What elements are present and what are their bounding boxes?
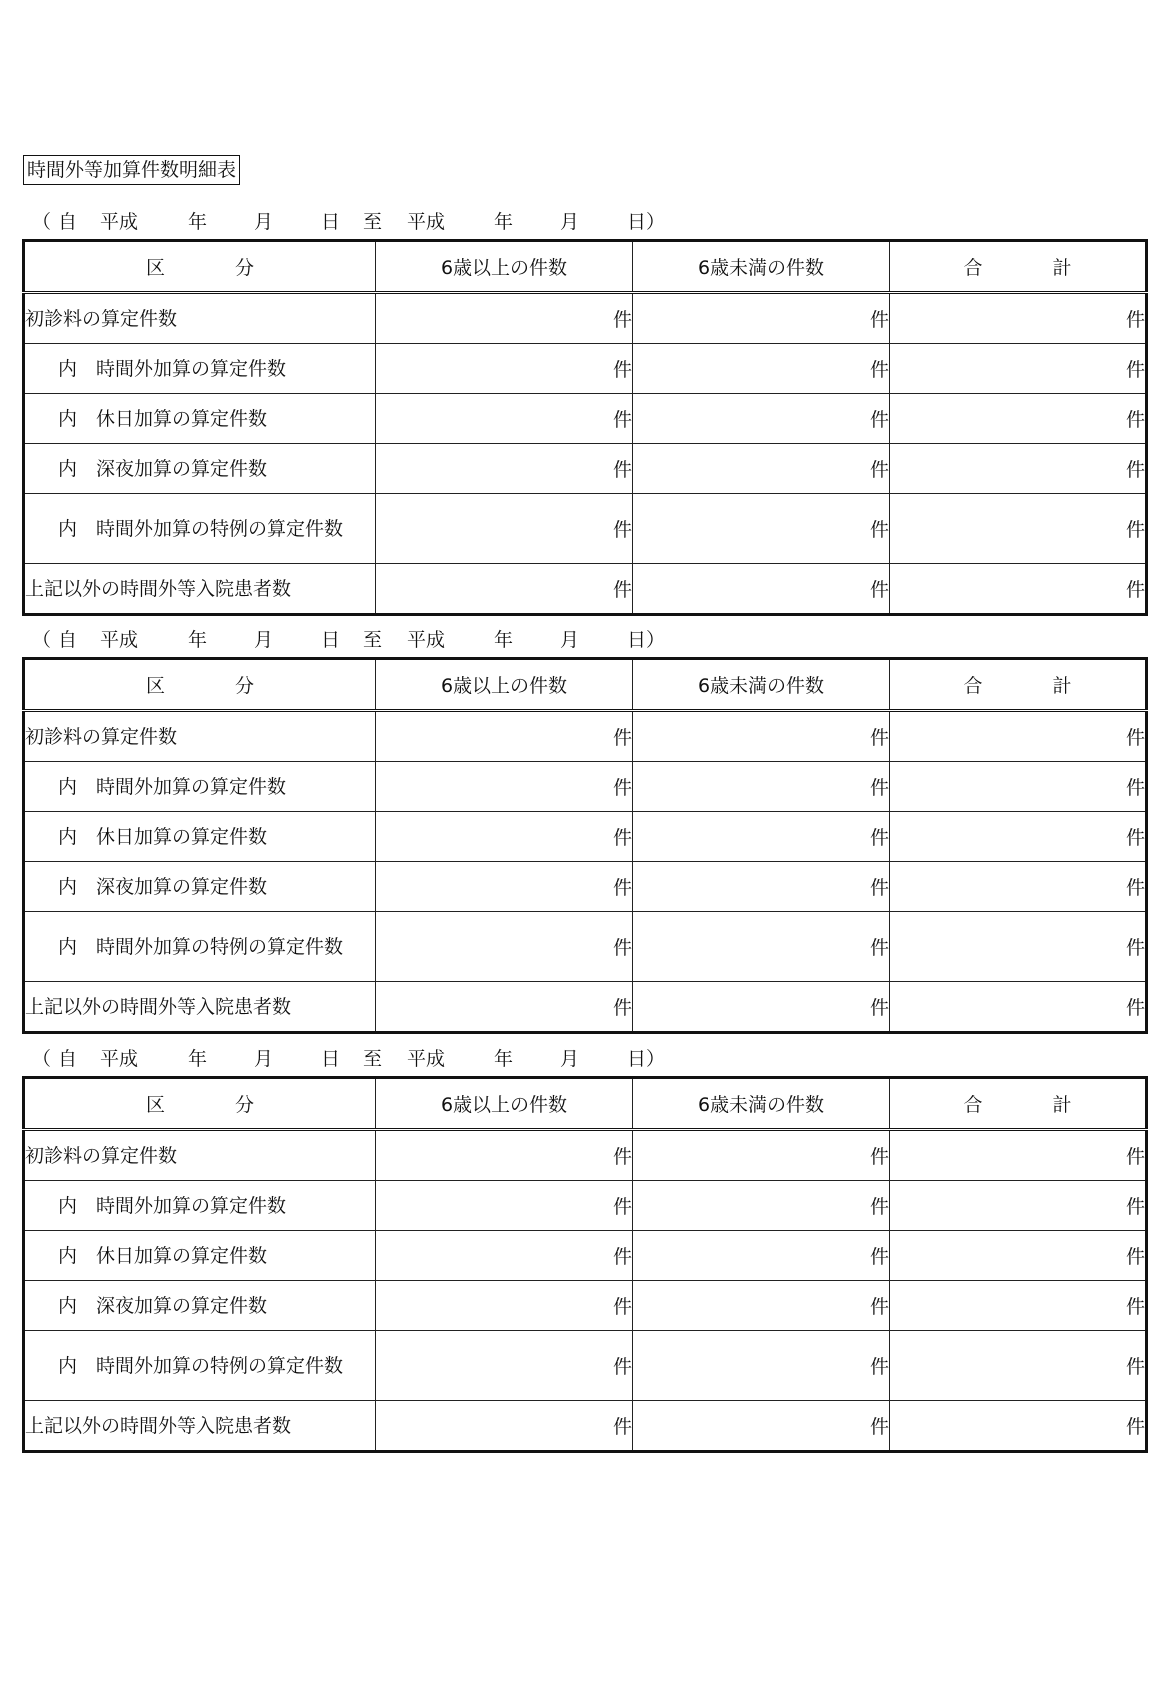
age6-over-cell[interactable]: 件	[376, 1281, 633, 1331]
age6-over-cell[interactable]: 件	[376, 812, 633, 862]
period-section-1	[22, 207, 1145, 616]
total-cell[interactable]: 件	[890, 812, 1147, 862]
period-month-to: 月	[560, 1048, 580, 1070]
row-label: 内 時間外加算の算定件数	[24, 1181, 376, 1231]
age6-under-cell[interactable]: 件	[633, 1401, 890, 1452]
period-day-to: 日）	[627, 1048, 666, 1070]
table-row	[24, 564, 1147, 615]
period-day-from: 日	[321, 211, 341, 233]
total-cell[interactable]: 件	[890, 862, 1147, 912]
age6-under-cell[interactable]: 件	[633, 762, 890, 812]
period-from-label: 自	[58, 211, 78, 233]
table-row	[24, 711, 1147, 762]
row-label: 内 休日加算の算定件数	[24, 1231, 376, 1281]
period-section-2	[22, 625, 1145, 1034]
age6-over-cell[interactable]: 件	[376, 293, 633, 344]
row-label: 内 休日加算の算定件数	[24, 394, 376, 444]
table-row	[24, 862, 1147, 912]
age6-under-cell[interactable]: 件	[633, 1130, 890, 1181]
table-row	[24, 293, 1147, 344]
header-total-b: 計	[1052, 675, 1072, 697]
table-row	[24, 762, 1147, 812]
period-from-label: 自	[58, 629, 78, 651]
period-year-from: 年	[188, 629, 208, 651]
total-cell[interactable]: 件	[890, 762, 1147, 812]
total-cell[interactable]: 件	[890, 494, 1147, 564]
row-label: 内 時間外加算の特例の算定件数	[24, 1331, 376, 1401]
age6-under-cell[interactable]: 件	[633, 862, 890, 912]
period-from-label: 自	[58, 1048, 78, 1070]
period-year-to: 年	[494, 211, 514, 233]
total-cell[interactable]: 件	[890, 711, 1147, 762]
total-cell[interactable]: 件	[890, 1130, 1147, 1181]
table-row	[24, 982, 1147, 1033]
table-row	[24, 1281, 1147, 1331]
table-row	[24, 812, 1147, 862]
header-category-b: 分	[235, 1094, 255, 1116]
header-total	[890, 659, 1147, 711]
total-cell[interactable]: 件	[890, 444, 1147, 494]
period-era-from: 平成	[100, 629, 139, 651]
table-row	[24, 444, 1147, 494]
age6-under-cell[interactable]: 件	[633, 1181, 890, 1231]
row-label: 上記以外の時間外等入院患者数	[24, 564, 376, 615]
header-total-a: 合	[963, 1094, 983, 1116]
period-month-to: 月	[560, 211, 580, 233]
age6-over-cell[interactable]: 件	[376, 394, 633, 444]
age6-under-cell[interactable]: 件	[633, 912, 890, 982]
table-row	[24, 494, 1147, 564]
period-to-label: 至	[363, 211, 383, 233]
row-label: 内 深夜加算の算定件数	[24, 1281, 376, 1331]
period-line	[22, 207, 1145, 237]
period-year-to: 年	[494, 629, 514, 651]
age6-over-cell[interactable]: 件	[376, 1401, 633, 1452]
age6-over-cell[interactable]: 件	[376, 762, 633, 812]
header-age6-over: 6歳以上の件数	[376, 1078, 633, 1130]
header-age6-under: 6歳未満の件数	[633, 1078, 890, 1130]
header-total-a: 合	[963, 675, 983, 697]
header-age6-under: 6歳未満の件数	[633, 659, 890, 711]
age6-over-cell[interactable]: 件	[376, 494, 633, 564]
age6-under-cell[interactable]: 件	[633, 293, 890, 344]
count-table	[22, 1076, 1148, 1453]
header-category-a: 区	[145, 675, 165, 697]
total-cell[interactable]: 件	[890, 1231, 1147, 1281]
header-total-b: 計	[1052, 1094, 1072, 1116]
table-row	[24, 1401, 1147, 1452]
period-year-from: 年	[188, 1048, 208, 1070]
period-section-3	[22, 1044, 1145, 1453]
age6-over-cell[interactable]: 件	[376, 711, 633, 762]
header-category-b: 分	[235, 257, 255, 279]
period-day-to: 日）	[627, 629, 666, 651]
age6-over-cell[interactable]: 件	[376, 1331, 633, 1401]
header-total-b: 計	[1052, 257, 1072, 279]
total-cell[interactable]: 件	[890, 394, 1147, 444]
age6-over-cell[interactable]: 件	[376, 982, 633, 1033]
age6-over-cell[interactable]: 件	[376, 862, 633, 912]
header-total	[890, 241, 1147, 293]
table-row	[24, 394, 1147, 444]
header-age6-over: 6歳以上の件数	[376, 241, 633, 293]
period-month-from: 月	[254, 629, 274, 651]
period-month-to: 月	[560, 629, 580, 651]
header-row	[24, 1078, 1147, 1130]
row-label: 内 時間外加算の算定件数	[24, 344, 376, 394]
period-open-paren: （	[32, 1048, 52, 1070]
total-cell[interactable]: 件	[890, 1181, 1147, 1231]
count-table	[22, 239, 1148, 616]
period-era-from: 平成	[100, 211, 139, 233]
row-label: 初診料の算定件数	[24, 711, 376, 762]
total-cell[interactable]: 件	[890, 1401, 1147, 1452]
age6-over-cell[interactable]: 件	[376, 344, 633, 394]
row-label: 内 時間外加算の特例の算定件数	[24, 912, 376, 982]
period-year-to: 年	[494, 1048, 514, 1070]
age6-over-cell[interactable]: 件	[376, 1130, 633, 1181]
period-day-from: 日	[321, 1048, 341, 1070]
table-row	[24, 1331, 1147, 1401]
age6-under-cell[interactable]: 件	[633, 444, 890, 494]
header-category-b: 分	[235, 675, 255, 697]
total-cell[interactable]: 件	[890, 982, 1147, 1033]
period-line	[22, 625, 1145, 655]
row-label: 上記以外の時間外等入院患者数	[24, 982, 376, 1033]
period-day-to: 日）	[627, 211, 666, 233]
row-label: 内 深夜加算の算定件数	[24, 444, 376, 494]
period-month-from: 月	[254, 1048, 274, 1070]
age6-under-cell[interactable]: 件	[633, 982, 890, 1033]
age6-over-cell[interactable]: 件	[376, 912, 633, 982]
age6-over-cell[interactable]: 件	[376, 444, 633, 494]
total-cell[interactable]: 件	[890, 1281, 1147, 1331]
age6-under-cell[interactable]: 件	[633, 711, 890, 762]
age6-under-cell[interactable]: 件	[633, 1331, 890, 1401]
header-row	[24, 241, 1147, 293]
table-row	[24, 912, 1147, 982]
total-cell[interactable]: 件	[890, 344, 1147, 394]
header-category	[24, 659, 376, 711]
header-category	[24, 241, 376, 293]
document-title: 時間外等加算件数明細表	[23, 155, 240, 185]
period-open-paren: （	[32, 629, 52, 651]
row-label: 初診料の算定件数	[24, 293, 376, 344]
header-category-a: 区	[145, 1094, 165, 1116]
row-label: 初診料の算定件数	[24, 1130, 376, 1181]
header-category-a: 区	[145, 257, 165, 279]
period-era-to: 平成	[407, 1048, 446, 1070]
period-era-to: 平成	[407, 211, 446, 233]
total-cell[interactable]: 件	[890, 912, 1147, 982]
age6-under-cell[interactable]: 件	[633, 812, 890, 862]
table-row	[24, 1181, 1147, 1231]
row-label: 内 時間外加算の特例の算定件数	[24, 494, 376, 564]
period-month-from: 月	[254, 211, 274, 233]
age6-under-cell[interactable]: 件	[633, 564, 890, 615]
header-age6-over: 6歳以上の件数	[376, 659, 633, 711]
age6-under-cell[interactable]: 件	[633, 1231, 890, 1281]
row-label: 内 時間外加算の算定件数	[24, 762, 376, 812]
row-label: 上記以外の時間外等入院患者数	[24, 1401, 376, 1452]
period-year-from: 年	[188, 211, 208, 233]
age6-under-cell[interactable]: 件	[633, 394, 890, 444]
period-open-paren: （	[32, 211, 52, 233]
period-to-label: 至	[363, 629, 383, 651]
period-era-to: 平成	[407, 629, 446, 651]
table-row	[24, 1231, 1147, 1281]
age6-under-cell[interactable]: 件	[633, 1281, 890, 1331]
period-line	[22, 1044, 1145, 1074]
period-to-label: 至	[363, 1048, 383, 1070]
total-cell[interactable]: 件	[890, 1331, 1147, 1401]
age6-under-cell[interactable]: 件	[633, 344, 890, 394]
row-label: 内 深夜加算の算定件数	[24, 862, 376, 912]
table-row	[24, 1130, 1147, 1181]
table-row	[24, 344, 1147, 394]
age6-over-cell[interactable]: 件	[376, 564, 633, 615]
header-total	[890, 1078, 1147, 1130]
period-era-from: 平成	[100, 1048, 139, 1070]
period-day-from: 日	[321, 629, 341, 651]
count-table	[22, 657, 1148, 1034]
header-total-a: 合	[963, 257, 983, 279]
header-row	[24, 659, 1147, 711]
header-age6-under: 6歳未満の件数	[633, 241, 890, 293]
age6-over-cell[interactable]: 件	[376, 1181, 633, 1231]
age6-over-cell[interactable]: 件	[376, 1231, 633, 1281]
age6-under-cell[interactable]: 件	[633, 494, 890, 564]
total-cell[interactable]: 件	[890, 293, 1147, 344]
row-label: 内 休日加算の算定件数	[24, 812, 376, 862]
header-category	[24, 1078, 376, 1130]
total-cell[interactable]: 件	[890, 564, 1147, 615]
